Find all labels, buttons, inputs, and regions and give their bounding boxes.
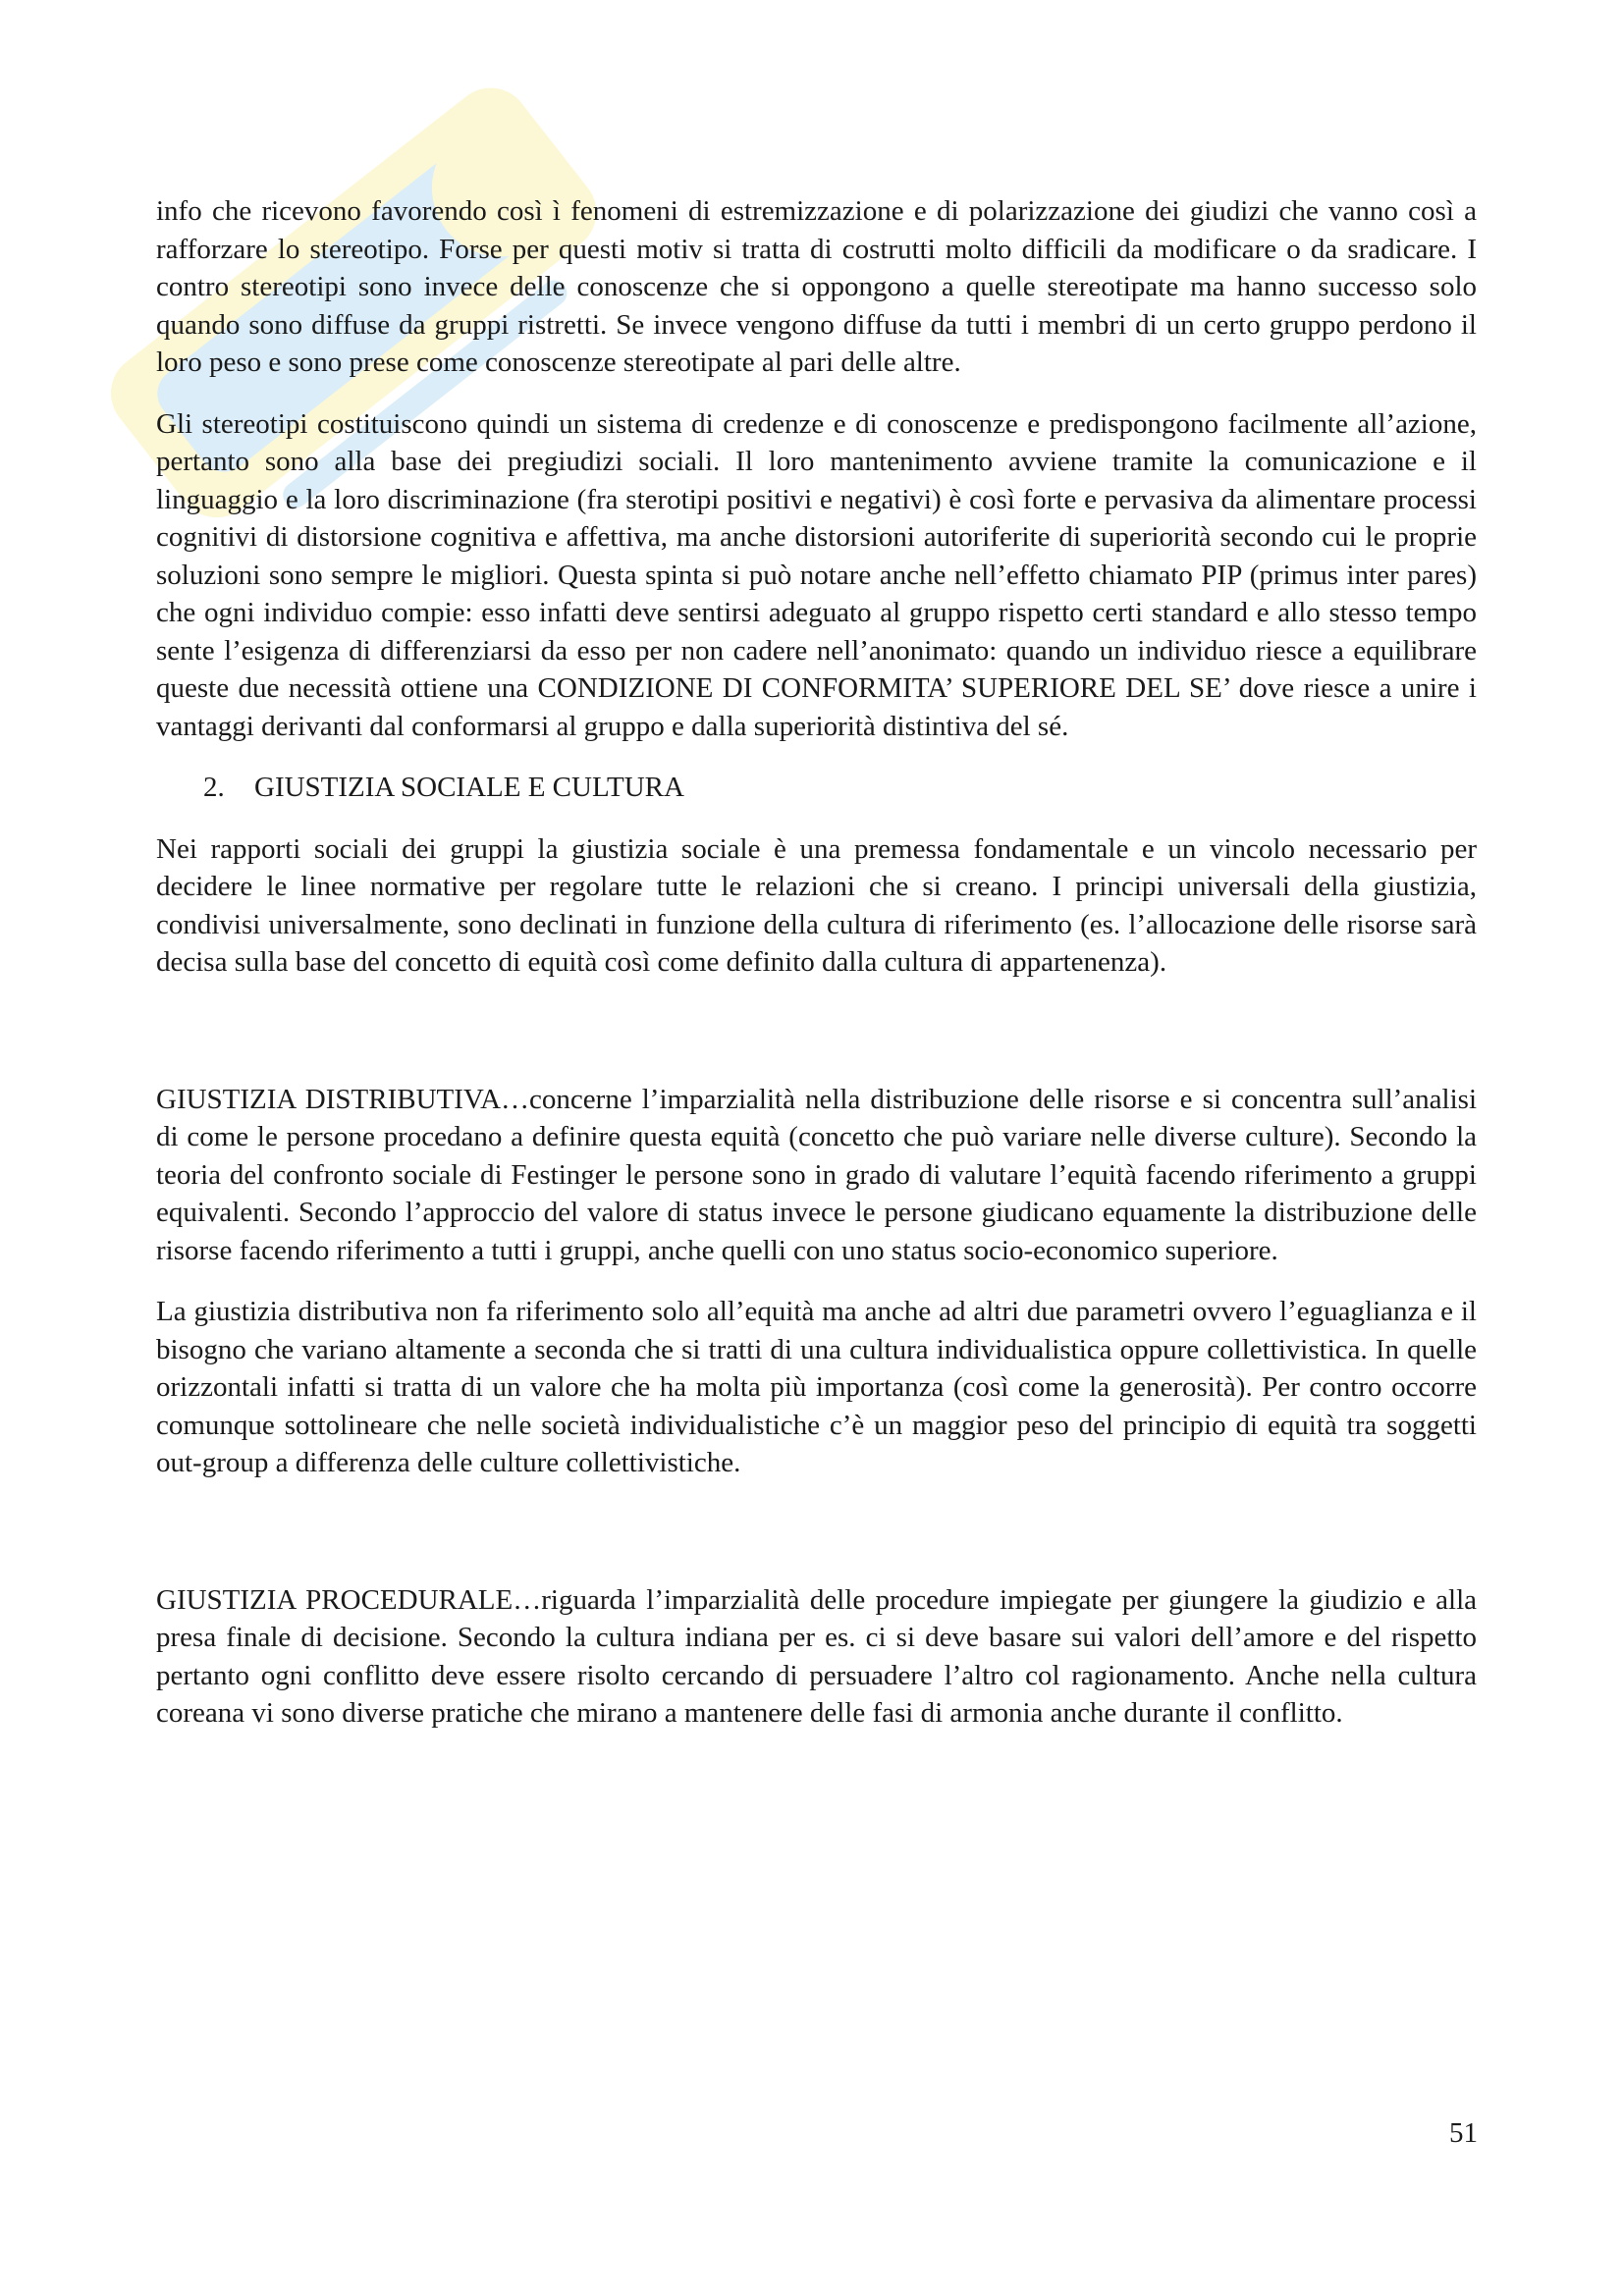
section-number: 2. — [203, 772, 225, 803]
paragraph-distributive-parameters: La giustizia distributiva non fa riferimento solo all’equità ma anche ad altri due parametri ovvero l’eguaglianza e il bisogno che variano altamente a seconda che si tratti di una cultura individualistica oppure collettivistica. In quelle orizzontali infatti si tratta di un valore che ha molta più importanza (così come la generosità). Per contro occorre comunque sottolineare che nelle società individualistiche c’è un maggior peso del principio di equità tra soggetti out-group a differenza delle culture collettivistiche. — [156, 1296, 1477, 1478]
section-title: GIUSTIZIA SOCIALE E CULTURA — [254, 772, 684, 803]
paragraph-stereotypes-info: info che ricevono favorendo così ì fenomeni di estremizzazione e di polarizzazione dei giudizi che vanno così a rafforzare lo stereotipo. Forse per questi motiv si tratta di costrutti molto difficili da modificare o da sradicare. I contro stereotipi sono invece delle conoscenze che si oppongono a quelle stereotipate ma hanno successo solo quando sono diffuse da gruppi ristretti. Se invece vengono diffuse da tutti i membri di un certo gruppo perdono il loro peso e sono prese come conoscenze stereotipate al pari delle altre. — [156, 195, 1477, 378]
section-heading — [156, 769, 1477, 807]
paragraph-distributive-justice: GIUSTIZIA DISTRIBUTIVA…concerne l’imparzialità nella distribuzione delle risorse e si concentra sull’analisi di come le persone procedano a definire questa equità (concetto che può variare nelle diverse culture). Secondo la teoria del confronto sociale di Festinger le persone sono in grado di valutare l’equità facendo riferimento a gruppi equivalenti. Secondo l’approccio del valore di status invece le persone giudicano equamente la distribuzione delle risorse facendo riferimento a tutti i gruppi, anche quelli con uno status socio-economico superiore. — [156, 1083, 1477, 1266]
paragraph-procedural-justice: GIUSTIZIA PROCEDURALE…riguarda l’imparzialità delle procedure impiegate per giungere la giudizio e alla presa finale di decisione. Secondo la cultura indiana per es. ci si deve basare sui valori dell’amore e del rispetto pertanto ogni conflitto deve essere risolto cercando di persuadere l’altro col ragionamento. Anche nella cultura coreana vi sono diverse pratiche che mirano a mantenere delle fasi di armonia anche durante il conflitto. — [156, 1583, 1477, 1729]
spacer — [156, 1506, 1477, 1581]
spacer — [156, 1005, 1477, 1081]
document-page — [156, 192, 1477, 1756]
page-number: 51 — [1449, 2117, 1478, 2149]
paragraph-social-justice-intro: Nei rapporti sociali dei gruppi la giustizia sociale è una premessa fondamentale e un vincolo necessario per decidere le linee normative per regolare tutte le relazioni che si creano. I principi universali della giustizia, condivisi universalmente, sono declinati in funzione della cultura di riferimento (es. l’allocazione delle risorse sarà decisa sulla base del concetto di equità così come definito dalla cultura di appartenenza). — [156, 832, 1477, 978]
paragraph-stereotypes-system: Gli stereotipi costituiscono quindi un sistema di credenze e di conoscenze e predispongono facilmente all’azione, pertanto sono alla base dei pregiudizi sociali. Il loro mantenimento avviene tramite la comunicazione e il linguaggio e la loro discriminazione (fra sterotipi positivi e negativi) è così forte e pervasiva da alimentare processi cognitivi di distorsione cognitiva e affettiva, ma anche distorsioni autoriferite di superiorità secondo cui le proprie soluzioni sono sempre le migliori. Questa spinta si può notare anche nell’effetto chiamato PIP (primus inter pares) che ogni individuo compie: esso infatti deve sentirsi adeguato al gruppo rispetto certi standard e allo stesso tempo sente l’esigenza di differenziarsi da esso per non cadere nell’anonimato: quando un individuo riesce a equilibrare queste due necessità ottiene una CONDIZIONE DI CONFORMITA’ SUPERIORE DEL SE’ dove riesce a unire i vantaggi derivanti dal conformarsi al gruppo e dalla superiorità distintiva del sé. — [156, 407, 1477, 742]
